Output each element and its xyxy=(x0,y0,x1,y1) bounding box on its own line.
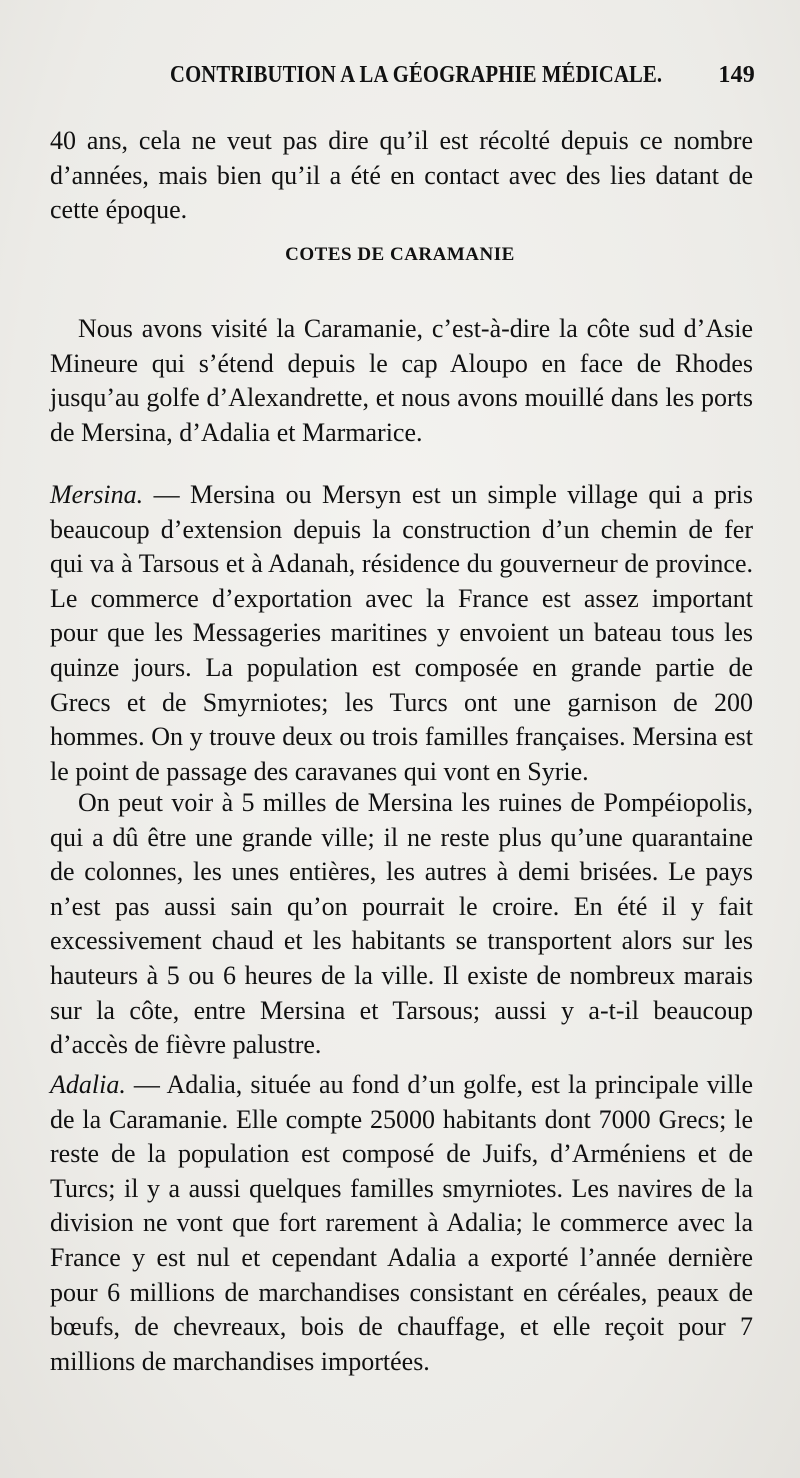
paragraph-adalia xyxy=(50,1068,753,1379)
paragraph-mersina xyxy=(50,478,753,789)
place-name-adalia: Adalia. xyxy=(50,1070,126,1099)
running-header xyxy=(50,62,755,102)
paragraph-caramanie-intro: Nous avons visité la Caramanie, c’est-à-dire la côte sud d’Asie Mineure qui s’étend depuis le cap Aloupo en face de Rhodes jusqu’au golfe d’Alexandrette, et nous avons mouillé dans les ports de Mersina, d’Adalia et Marmarice. xyxy=(50,314,753,447)
page-number: 149 xyxy=(718,62,755,88)
place-name-mersina: Mersina. xyxy=(50,480,144,509)
paragraph-continuation: 40 ans, cela ne veut pas dire qu’il est récolté depuis ce nombre d’années, mais bien qu’il a été en contact avec des lies datant de cette époque. xyxy=(50,126,753,225)
section-heading: COTES DE CARAMANIE xyxy=(285,244,515,265)
running-title: CONTRIBUTION A LA GÉOGRAPHIE MÉDICALE. xyxy=(170,62,663,88)
paragraph-adalia-body: — Adalia, située au fond d’un golfe, est la principale ville de la Caramanie. Elle compte 25000 habitants dont 7000 Grecs; le reste de la population est composé de Juifs, d’Arméniens et de Turcs; il y a aussi quelques familles smyrniotes. Les navires de la division ne vont que fort rarement à Adalia; le commerce avec la France y est nul et cependant Adalia a exporté l’année dernière pour 6 millions de marchandises consistant en céréales, peaux de bœufs, de chevreaux, bois de chauffage, et elle reçoit pour 7 millions de marchandises importées. xyxy=(50,1070,753,1376)
paragraph-mersina-body: — Mersina ou Mersyn est un simple village qui a pris beaucoup d’extension depuis la construction d’un chemin de fer qui va à Tarsous et à Adanah, résidence du gouverneur de province. Le commerce d’exportation avec la France est assez important pour que les Messageries maritines y envoient un bateau tous les quinze jours. La population est composée en grande partie de Grecs et de Smyrniotes; les Turcs ont une garnison de 200 hommes. On y trouve deux ou trois familles françaises. Mersina est le point de passage des caravanes qui vont en Syrie. xyxy=(50,480,753,786)
paragraph-pompeiopolis: On peut voir à 5 milles de Mersina les ruines de Pompéiopolis, qui a dû être une grande ville; il ne reste plus qu’une quarantaine de colonnes, les unes entières, les autres à demi brisées. Le pays n’est pas aussi sain qu’on pourrait le croire. En été il y fait excessivement chaud et les habitants se transportent alors sur les hauteurs à 5 ou 6 heures de la ville. Il existe de nombreux marais sur la côte, entre Mersina et Tarsous; aussi y a-t-il beaucoup d’accès de fièvre palustre. xyxy=(50,788,753,1060)
